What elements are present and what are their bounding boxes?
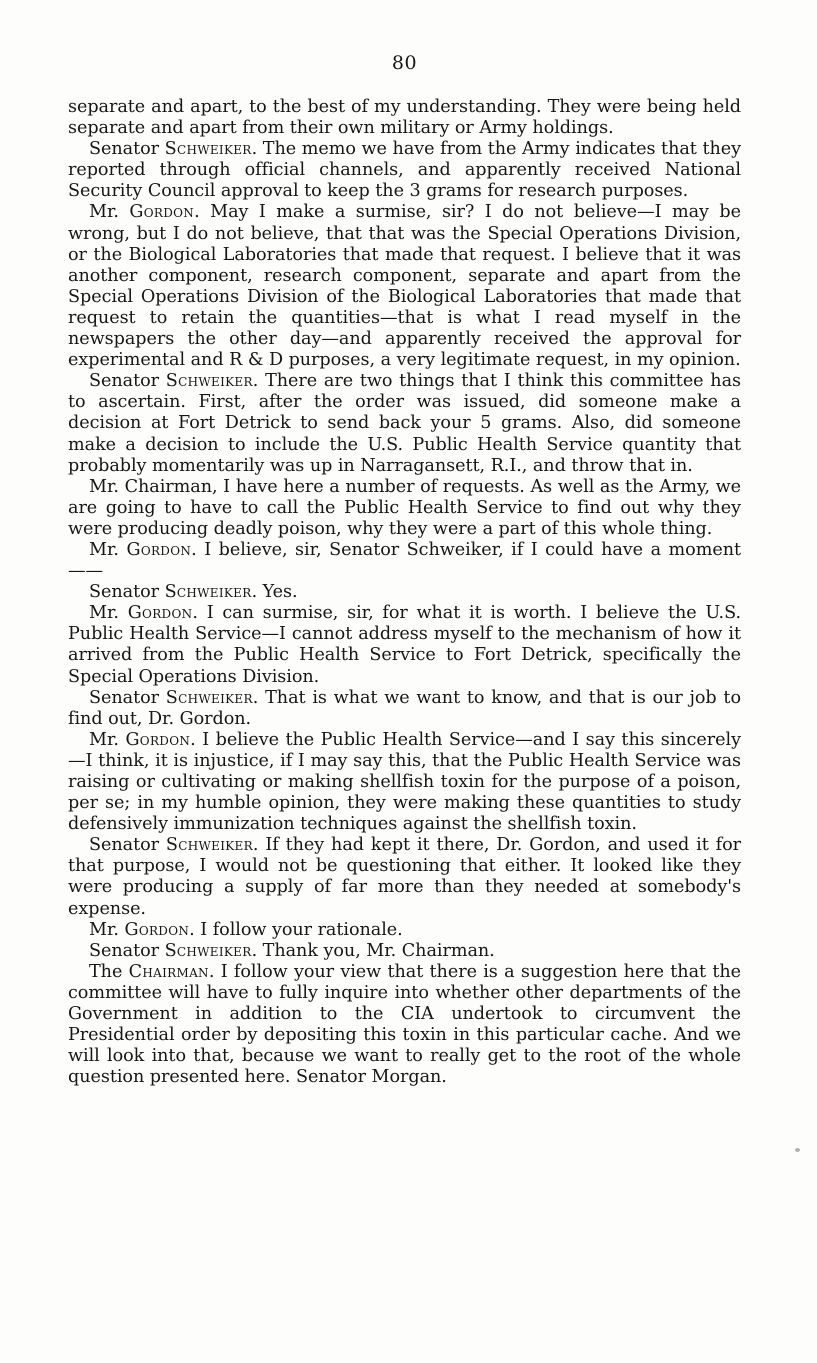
- speaker-name: Gordon: [129, 202, 195, 223]
- paragraph: [68, 582, 741, 603]
- paragraph: [68, 477, 741, 540]
- paragraph: [68, 688, 741, 730]
- paragraph: [68, 730, 741, 835]
- speaker-lead: Senator: [89, 139, 165, 160]
- speaker-lead: Senator: [89, 687, 166, 708]
- speaker-lead: Mr.: [89, 202, 130, 223]
- paragraph-text: . I follow your view that there is a suggestion here that the committee will have to fully inquire into whether other departments of the Government in addition to the CIA undertook to circumvent the Presidential order by depositing this toxin in this particular cache. And we will look into that, because we want to really get to the root of the whole question presented here. Senator Morgan.: [68, 961, 741, 1088]
- speaker-lead: Mr.: [89, 919, 125, 940]
- speaker-name: Chairman: [128, 961, 209, 982]
- paragraph-text: . I believe, sir, Senator Schweiker, if I could have a moment——: [68, 539, 741, 582]
- paragraph: [68, 603, 741, 687]
- speaker-lead: The: [89, 961, 129, 982]
- speaker-name: Gordon: [125, 729, 191, 750]
- paragraph: [68, 371, 741, 476]
- paragraph-text: . I can surmise, sir, for what it is worth. I believe the U.S. Public Health Service—I cannot address myself to the mechanism of how it arrived from the Public Health Service to Fort Detrick, specifically the Special Operations Division.: [68, 603, 741, 687]
- paragraph-text: separate and apart, to the best of my understanding. They were being held separate and apart from their own military or Army holdings.: [68, 97, 741, 139]
- speaker-name: Schweiker: [164, 582, 252, 603]
- speaker-lead: Senator: [89, 371, 166, 392]
- paragraph-text: . May I make a surmise, sir? I do not believe—I may be wrong, but I do not believe, that that was the Special Operations Division, or the Biological Laboratories that made that request. I believe that it was another component, research component, separate and apart from the Special Operations Division of the Biological Laboratories that made that request to retain the quantities—that is what I read myself in the newspapers the other day—and apparently received the approval for experimental and R & D purposes, a very legitimate request, in my opinion.: [68, 202, 741, 371]
- paragraph: [68, 962, 741, 1089]
- speaker-name: Schweiker: [165, 835, 253, 856]
- speaker-name: Gordon: [124, 919, 190, 940]
- paragraph-text: . I follow your rationale.: [189, 919, 403, 940]
- paragraph-text: . There are two things that I think this committee has to ascertain. First, after the order was issued, did someone make a decision at Fort Detrick to send back your 5 grams. Also, did someone make a decision to include the U.S. Public Health Service quantity that probably momentarily was up in Narragansett, R.I., and throw that in.: [68, 371, 741, 476]
- speaker-lead: Senator: [89, 582, 165, 603]
- speaker-name: Schweiker: [164, 940, 252, 961]
- scan-speck: [795, 1148, 800, 1152]
- paragraph: [68, 97, 741, 139]
- speaker-name: Schweiker: [165, 687, 253, 708]
- speaker-lead: Senator: [89, 835, 166, 856]
- speaker-lead: Mr.: [89, 729, 126, 750]
- paragraph-text: . Thank you, Mr. Chairman.: [251, 940, 495, 961]
- paragraph-text: . I believe the Public Health Service—and I say this sincerely—I think, it is injustice, if I may say this, that the Public Health Service was raising or cultivating or making shellfish toxin for the purpose of a poison, per se; in my humble opinion, they were making these quantities to study defensively immunization techniques against the shellfish toxin.: [68, 729, 741, 835]
- speaker-lead: Mr.: [89, 603, 128, 624]
- speaker-lead: Senator: [89, 940, 165, 961]
- paragraph-text: . That is what we want to know, and that is our job to find out, Dr. Gordon.: [68, 687, 741, 729]
- paragraph: [68, 941, 741, 962]
- transcript-text-block: [68, 97, 741, 1088]
- paragraph-text: . The memo we have from the Army indicates that they reported through official channels, and apparently received National Security Council approval to keep the 3 grams for research purposes.: [68, 139, 741, 202]
- paragraph-text: . Yes.: [251, 582, 298, 603]
- page-number: 80: [391, 52, 418, 74]
- speaker-lead: Mr.: [89, 539, 127, 560]
- speaker-name: Gordon: [126, 539, 192, 560]
- speaker-name: Schweiker: [164, 139, 252, 160]
- paragraph-text: . If they had kept it there, Dr. Gordon, and used it for that purpose, I would not be questioning that either. It looked like they were producing a supply of far more than they needed at somebody's expense.: [68, 835, 741, 919]
- paragraph: [68, 540, 741, 582]
- paragraph: [68, 920, 741, 941]
- paragraph: [68, 139, 741, 202]
- speaker-name: Gordon: [127, 603, 193, 624]
- paragraph: [68, 835, 741, 919]
- paragraph-text: Mr. Chairman, I have here a number of requests. As well as the Army, we are going to have to call the Public Health Service to find out why they were producing deadly poison, why they were a part of this whole thing.: [68, 476, 741, 539]
- paragraph: [68, 202, 741, 371]
- speaker-name: Schweiker: [165, 371, 253, 392]
